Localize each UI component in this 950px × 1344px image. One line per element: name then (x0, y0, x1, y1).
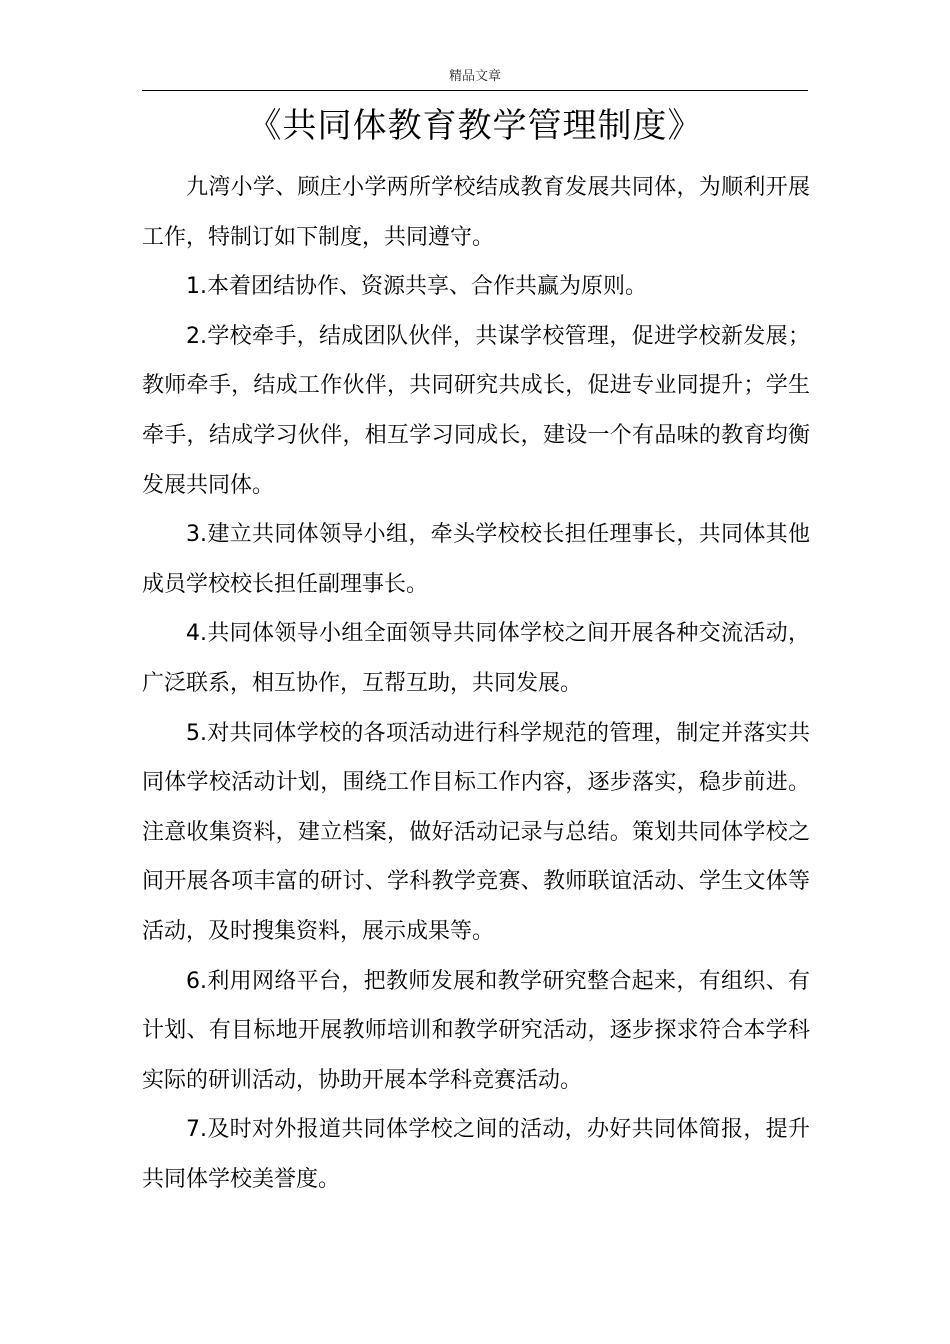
rule-paragraph-6: 6.利用网络平台，把教师发展和教学研究整合起来，有组织、有计划、有目标地开展教师培训和教学研究活动，逐步探求符合本学科实际的研训活动，协助开展本学科竞赛活动。 (142, 968, 810, 1093)
rule-paragraph-3: 3.建立共同体领导小组，牵头学校校长担任理事长，共同体其他成员学校校长担任副理事长。 (142, 522, 810, 597)
rule-paragraph-7: 7.及时对外报道共同体学校之间的活动，办好共同体简报，提升共同体学校美誉度。 (142, 1117, 810, 1192)
document-body (142, 163, 810, 1204)
intro-paragraph: 九湾小学、顾庄小学两所学校结成教育发展共同体，为顺利开展工作，特制订如下制度，共同遵守。 (142, 175, 810, 250)
rule-paragraph-5: 5.对共同体学校的各项活动进行科学规范的管理，制定并落实共同体学校活动计划，围绕工作目标工作内容，逐步落实，稳步前进。注意收集资料，建立档案，做好活动记录与总结。策划共同体学校之间开展各项丰富的研讨、学科教学竞赛、教师联谊活动、学生文体等活动，及时搜集资料，展示成果等。 (142, 720, 810, 944)
page-header: 精品文章 (142, 68, 808, 91)
document-title: 《共同体教育教学管理制度》 (247, 106, 703, 146)
rule-paragraph-2: 2.学校牵手，结成团队伙伴，共谋学校管理，促进学校新发展；教师牵手，结成工作伙伴，共同研究共成长，促进专业同提升；学生牵手，结成学习伙伴，相互学习同成长，建设一个有品味的教育均衡发展共同体。 (142, 323, 810, 498)
rule-paragraph-1: 1.本着团结协作、资源共享、合作共赢为原则。 (186, 274, 647, 300)
rule-paragraph-4: 4.共同体领导小组全面领导共同体学校之间开展各种交流活动，广泛联系，相互协作，互帮互助，共同发展。 (142, 621, 810, 696)
